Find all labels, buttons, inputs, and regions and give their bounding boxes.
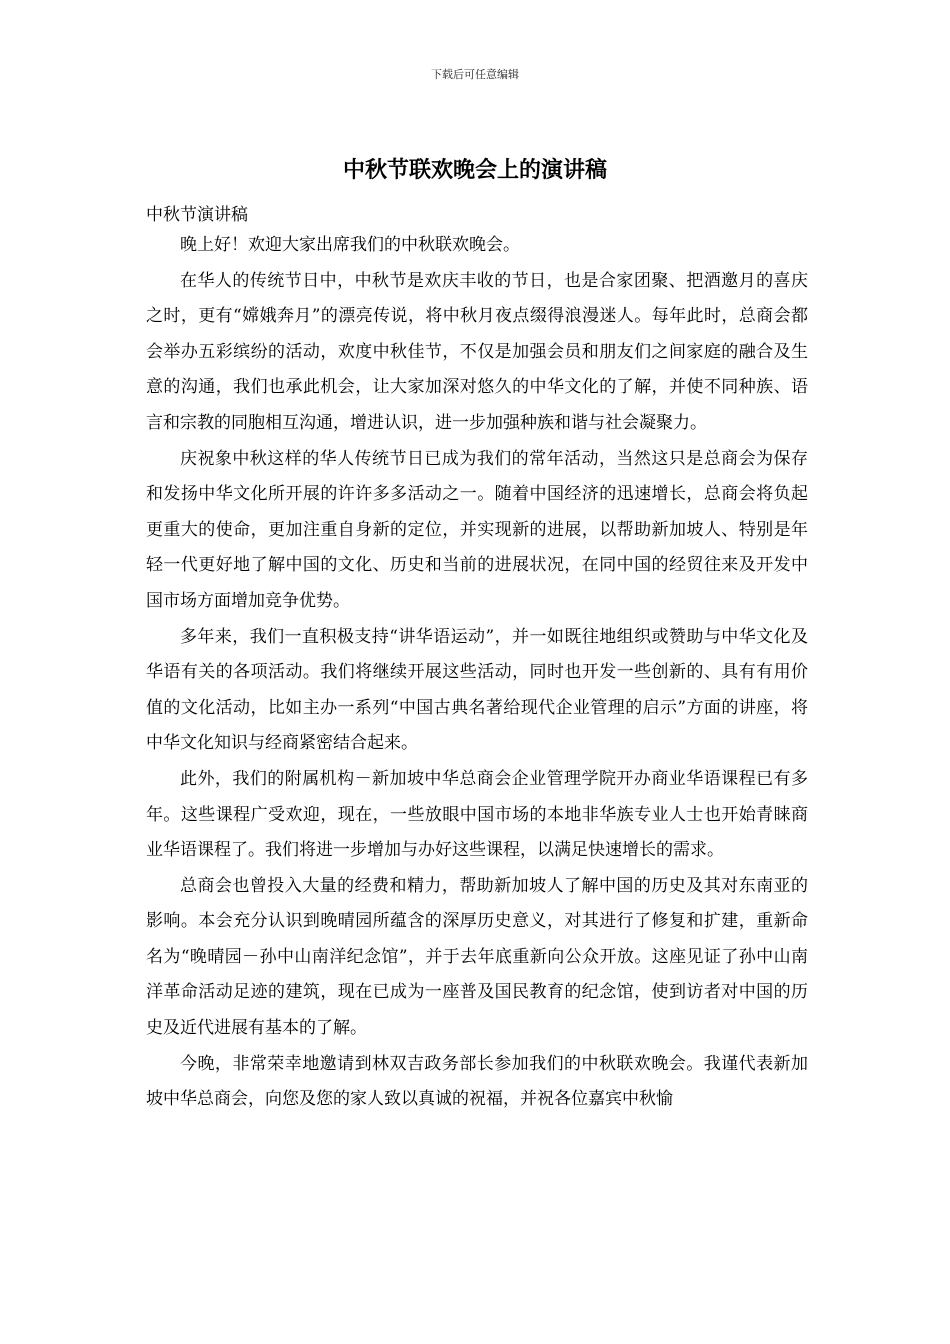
document-title: 中秋节联欢晚会上的演讲稿 (342, 157, 607, 183)
paragraph: 此外，我们的附属机构－新加坡中华总商会企业管理学院开办商业华语课程已有多年。这些课程广受欢迎，现在，一些放眼中国市场的本地非华族专业人士也开始青睐商业华语课程了。我们将进一步增加与办好这些课程，以满足快速增长的需求。 (146, 768, 808, 861)
paragraph: 庆祝象中秋这样的华人传统节日已成为我们的常年活动，当然这只是总商会为保存和发扬中华文化所开展的许许多多活动之一。随着中国经济的迅速增长，总商会将负起更重大的使命，更加注重自身新的定位，并实现新的进展，以帮助新加坡人、特别是年轻一代更好地了解中国的文化、历史和当前的进展状况，在同中国的经贸往来及开发中国市场方面增加竞争优势。 (146, 448, 808, 611)
paragraph: 晚上好！欢迎大家出席我们的中秋联欢晚会。 (180, 235, 520, 255)
header-note: 下载后可任意编辑 (431, 68, 519, 81)
document-body (146, 228, 808, 1118)
document-subtitle: 中秋节演讲稿 (146, 205, 248, 225)
paragraph: 总商会也曾投入大量的经费和精力，帮助新加坡人了解中国的历史及其对东南亚的影响。本会充分认识到晚晴园所蕴含的深厚历史意义，对其进行了修复和扩建，重新命名为“晚晴园－孙中山南洋纪念馆”，并于去年底重新向公众开放。这座见证了孙中山南洋革命活动足迹的建筑，现在已成为一座普及国民教育的纪念馆，使到访者对中国的历史及近代进展有基本的了解。 (146, 875, 808, 1039)
paragraph: 在华人的传统节日中，中秋节是欢庆丰收的节日，也是合家团聚、把酒邀月的喜庆之时，更有“嫦娥奔月”的漂亮传说，将中秋月夜点缀得浪漫迷人。每年此时，总商会都会举办五彩缤纷的活动，欢度中秋佳节，不仅是加强会员和朋友们之间家庭的融合及生意的沟通，我们也承此机会，让大家加深对悠久的中华文化的了解，并使不同种族、语言和宗教的同胞相互沟通，增进认识，进一步加强种族和谐与社会凝聚力。 (146, 270, 808, 433)
paragraph: 今晚，非常荣幸地邀请到林双吉政务部长参加我们的中秋联欢晚会。我谨代表新加坡中华总商会，向您及您的家人致以真诚的祝福，并祝各位嘉宾中秋愉 (146, 1053, 808, 1110)
paragraph: 多年来，我们一直积极支持“讲华语运动”，并一如既往地组织或赞助与中华文化及华语有关的各项活动。我们将继续开展这些活动，同时也开发一些创新的、具有有用价值的文化活动，比如主办一系列“中国古典名著给现代企业管理的启示”方面的讲座，将中华文化知识与经商紧密结合起来。 (146, 626, 808, 754)
